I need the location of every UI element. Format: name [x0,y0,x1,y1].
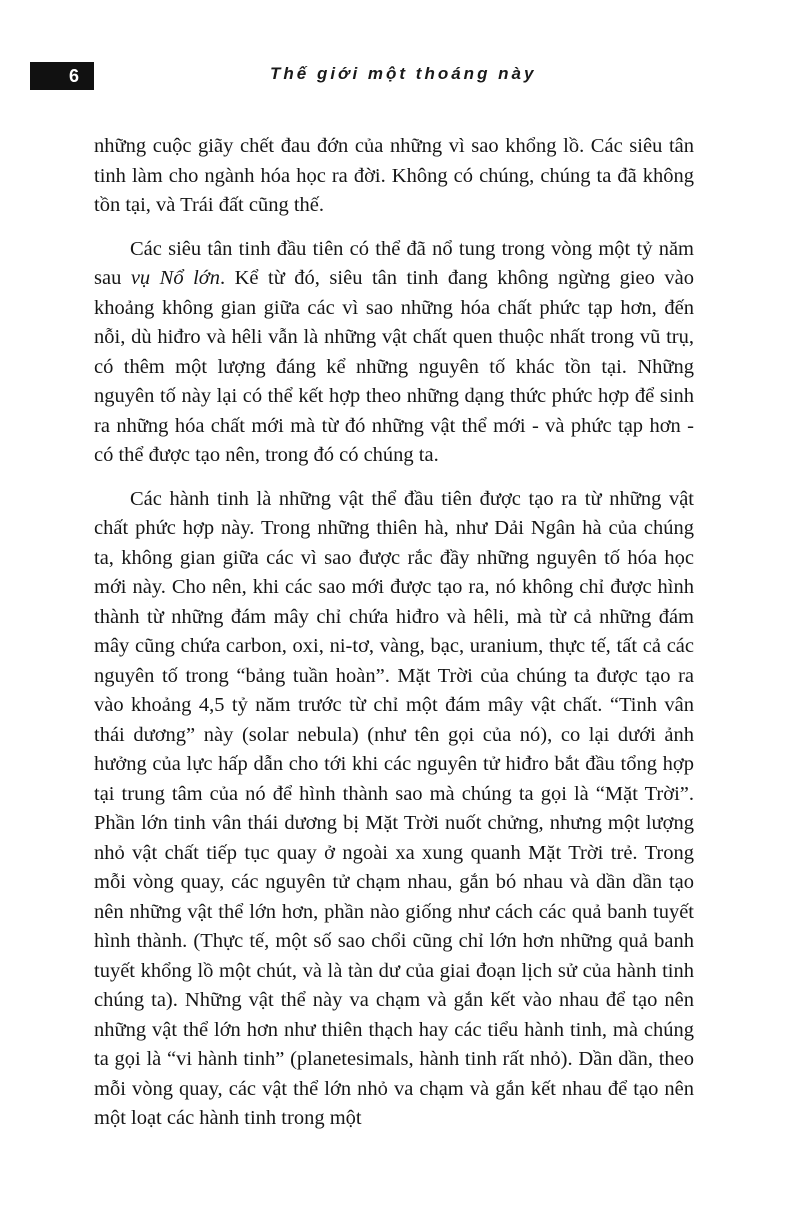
paragraph-2-part-1: Các siêu tân tinh đầu tiên có thể đã nổ tung trong vòng một tỷ năm sau [94,237,694,289]
page-body [94,132,694,1134]
running-title: Thế giới một thoáng này [270,64,537,83]
paragraph-3: Các hành tinh là những vật thể đầu tiên được tạo ra từ những vật chất phức hợp này. Trong những thiên hà, như Dải Ngân hà của chúng ta, không gian giữa các vì sao được rắc đầy những nguyên tố hóa học mới này. Cho nên, khi các sao mới được tạo ra, nó không chỉ được hình thành từ những đám mây chỉ chứa hiđro và hêli, mà từ cả những đám mây cũng chứa carbon, oxi, ni-tơ, vàng, bạc, uranium, thực tế, tất cả các nguyên tố trong “bảng tuần hoàn”. Mặt Trời của chúng ta được tạo ra vào khoảng 4,5 tỷ năm trước từ chỉ một đám mây vật chất. “Tinh vân thái dương” này (solar nebula) (như tên gọi của nó), co lại dưới ảnh hưởng của lực hấp dẫn cho tới khi các nguyên tử hiđro bắt đầu tổng hợp tại trung tâm của nó để hình thành sao mà chúng ta gọi là “Mặt Trời”. Phần lớn tinh vân thái dương bị Mặt Trời nuốt chửng, nhưng một lượng nhỏ vật chất tiếp tục quay ở ngoài xa xung quanh Mặt Trời trẻ. Trong mỗi vòng quay, các nguyên tử chạm nhau, gắn bó nhau và dần dần tạo nên những vật thể lớn hơn, phần nào giống như cách các quả banh tuyết hình thành. (Thực tế, một số sao chổi cũng chỉ lớn hơn những quả banh tuyết khổng lồ một chút, và là tàn dư của giai đoạn lịch sử của hành tinh chúng ta). Những vật thể này va chạm và gắn kết vào nhau để tạo nên những vật thể lớn hơn như thiên thạch hay các tiểu hành tinh, mà chúng ta gọi là “vi hành tinh” (planetesimals, hành tinh rất nhỏ). Dần dần, theo mỗi vòng quay, các vật thể lớn nhỏ va chạm và gắn kết nhau để tạo nên một loạt các hành tinh trong một [94,487,694,1129]
paragraph-1: những cuộc giãy chết đau đớn của những vì sao khổng lồ. Các siêu tân tinh làm cho ngành hóa học ra đời. Không có chúng, chúng ta đã không tồn tại, và Trái đất cũng thế. [94,135,694,216]
paragraph-2-part-2: . Kể từ đó, siêu tân tinh đang không ngừng gieo vào khoảng không gian giữa các vì sao những hóa chất phức tạp hơn, đến nỗi, dù hiđro và hêli vẫn là những vật chất quen thuộc nhất trong vũ trụ, có thêm một lượng đáng kể những nguyên tố khác tồn tại. Những nguyên tố này lại có thể kết hợp theo những dạng thức phức hợp để sinh ra những hóa chất mới mà từ đó những vật thể mới - và phức tạp hơn - có thể được tạo nên, trong đó có chúng ta. [94,267,694,466]
paragraph-2 [94,235,694,471]
page-number: 6 [30,62,94,90]
paragraph-2-emphasis: vụ Nổ lớn [130,267,220,289]
page-header [0,62,800,92]
